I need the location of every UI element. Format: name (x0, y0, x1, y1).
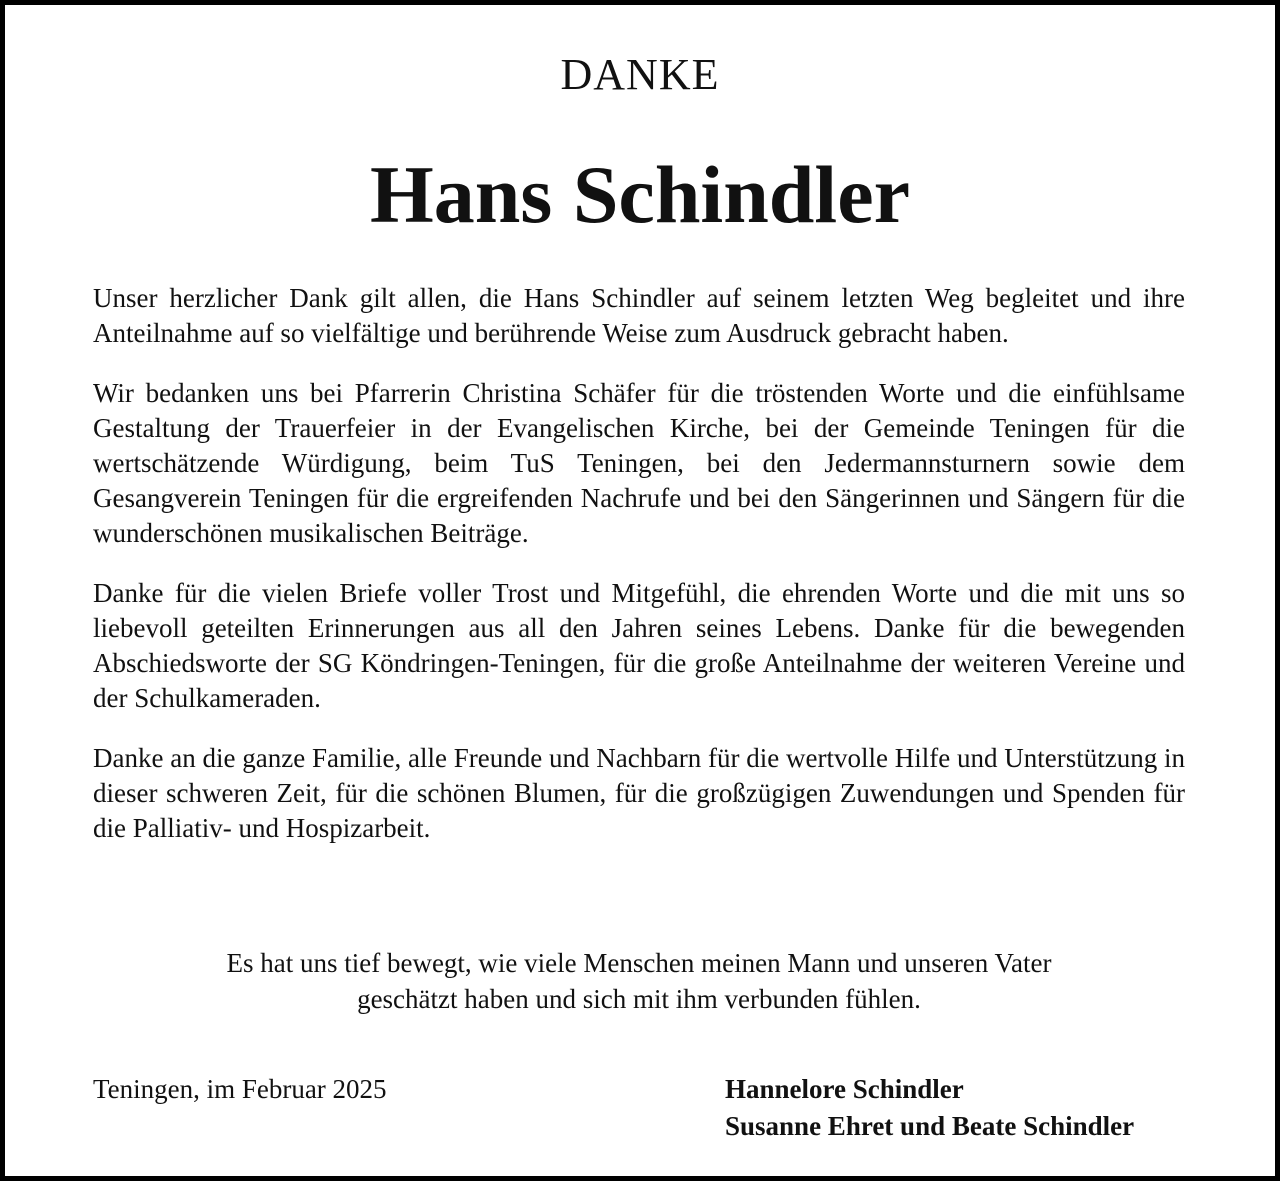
notice-body (93, 281, 1185, 871)
closing-line: Es hat uns tief bewegt, wie viele Menschen meinen Mann und unseren Vater (226, 948, 1052, 978)
paragraph-ceremony: Wir bedanken uns bei Pfarrerin Christina Schäfer für die tröstenden Worte und die einfühlsame Gestaltung der Trauerfeier in der Evangelischen Kirche, bei der Gemeinde Teningen für die wertschätzende Würdigung, beim TuS Teningen, bei den Jedermannsturnern sowie dem Gesangverein Teningen für die ergreifenden Nachrufe und bei den Sängerinnen und Sängern für die wunderschönen musikalischen Beiträge. (93, 378, 1185, 548)
closing-statement (93, 945, 1185, 1017)
closing-line: geschätzt haben und sich mit ihm verbunden fühlen. (357, 984, 921, 1014)
notice-heading: DANKE (560, 50, 720, 99)
signatory-name: Hannelore Schindler (725, 1074, 964, 1104)
paragraph-thanks: Unser herzlicher Dank gilt allen, die Hans Schindler auf seinem letzten Weg begleitet und ihre Anteilnahme auf so vielfältige und berührende Weise zum Ausdruck gebracht haben. (93, 283, 1185, 348)
place-date: Teningen, im Februar 2025 (93, 1074, 387, 1104)
paragraph-letters: Danke für die vielen Briefe voller Trost und Mitgefühl, die ehrenden Worte und die mit uns so liebevoll geteilten Erinnerungen aus all den Jahren seines Lebens. Danke für die bewegenden Abschiedsworte der SG Köndringen-Teningen, für die große Anteilnahme der weiteren Vereine und der Schulkameraden. (93, 578, 1185, 713)
paragraph-family: Danke an die ganze Familie, alle Freunde und Nachbarn für die wertvolle Hilfe und Unterstützung in dieser schweren Zeit, für die schönen Blumen, für die großzügigen Zuwendungen und Spenden für die Palliativ- und Hospizarbeit. (93, 743, 1185, 843)
signatories (725, 1071, 1134, 1145)
deceased-name: Hans Schindler (370, 149, 910, 240)
signatory-name: Susanne Ehret und Beate Schindler (725, 1111, 1135, 1141)
